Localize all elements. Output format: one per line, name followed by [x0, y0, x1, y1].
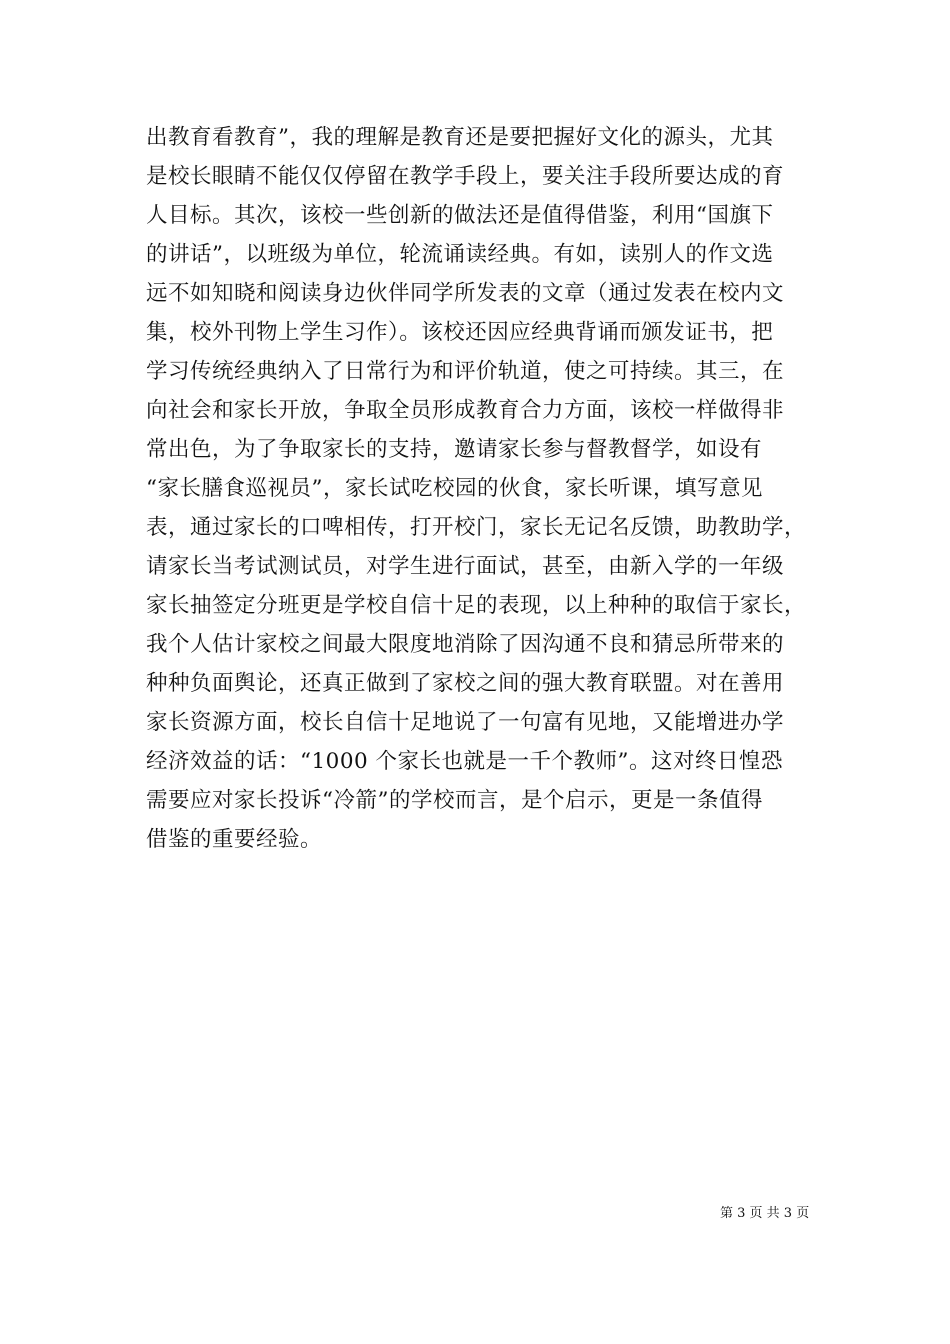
text-line: 远不如知晓和阅读身边伙伴同学所发表的文章（通过发表在校内文 — [146, 281, 785, 306]
text-line: 常出色，为了争取家长的支持，邀请家长参与督教督学，如设有 — [146, 437, 763, 462]
text-line: 集，校外刊物上学生习作）。该校还因应经典背诵而颁发证书，把 — [146, 320, 774, 345]
text-line: 是校长眼睛不能仅仅停留在教学手段上，要关注手段所要达成的育 — [146, 164, 785, 189]
text-line: 经济效益的话：“1000 个家长也就是一千个教师”。这对终日惶恐 — [146, 749, 784, 774]
text-line: 人目标。其次，该校一些创新的做法还是值得借鉴，利用“国旗下 — [146, 203, 774, 228]
text-line: 我个人估计家校之间最大限度地消除了因沟通不良和猜忌所带来的 — [146, 632, 785, 657]
text-line: 请家长当考试测试员，对学生进行面试，甚至，由新入学的一年级 — [146, 554, 785, 579]
text-line: 借鉴的重要经验。 — [146, 827, 323, 852]
text-line: “家长膳食巡视员”，家长试吃校园的伙食，家长听课，填写意见 — [146, 476, 763, 501]
text-line: 的讲话”，以班级为单位，轮流诵读经典。有如，读别人的作文选 — [146, 242, 774, 267]
text-line: 家长资源方面，校长自信十足地说了一句富有见地，又能增进办学 — [146, 710, 785, 735]
body-paragraph — [146, 118, 816, 859]
page-number-footer: 第 3 页 共 3 页 — [720, 1206, 810, 1221]
text-line: 种种负面舆论，还真正做到了家校之间的强大教育联盟。对在善用 — [146, 671, 785, 696]
text-line: 表，通过家长的口啤相传，打开校门，家长无记名反馈，助教助学， — [146, 515, 807, 540]
text-line: 需要应对家长投诉“冷箭”的学校而言，是个启示，更是一条值得 — [146, 788, 763, 813]
text-line: 家长抽签定分班更是学校自信十足的表现，以上种种的取信于家长， — [146, 593, 807, 618]
text-line: 出教育看教育”，我的理解是教育还是要把握好文化的源头，尤其 — [146, 125, 774, 150]
text-line: 向社会和家长开放，争取全员形成教育合力方面，该校一样做得非 — [146, 398, 785, 423]
text-line: 学习传统经典纳入了日常行为和评价轨道，使之可持续。其三，在 — [146, 359, 785, 384]
